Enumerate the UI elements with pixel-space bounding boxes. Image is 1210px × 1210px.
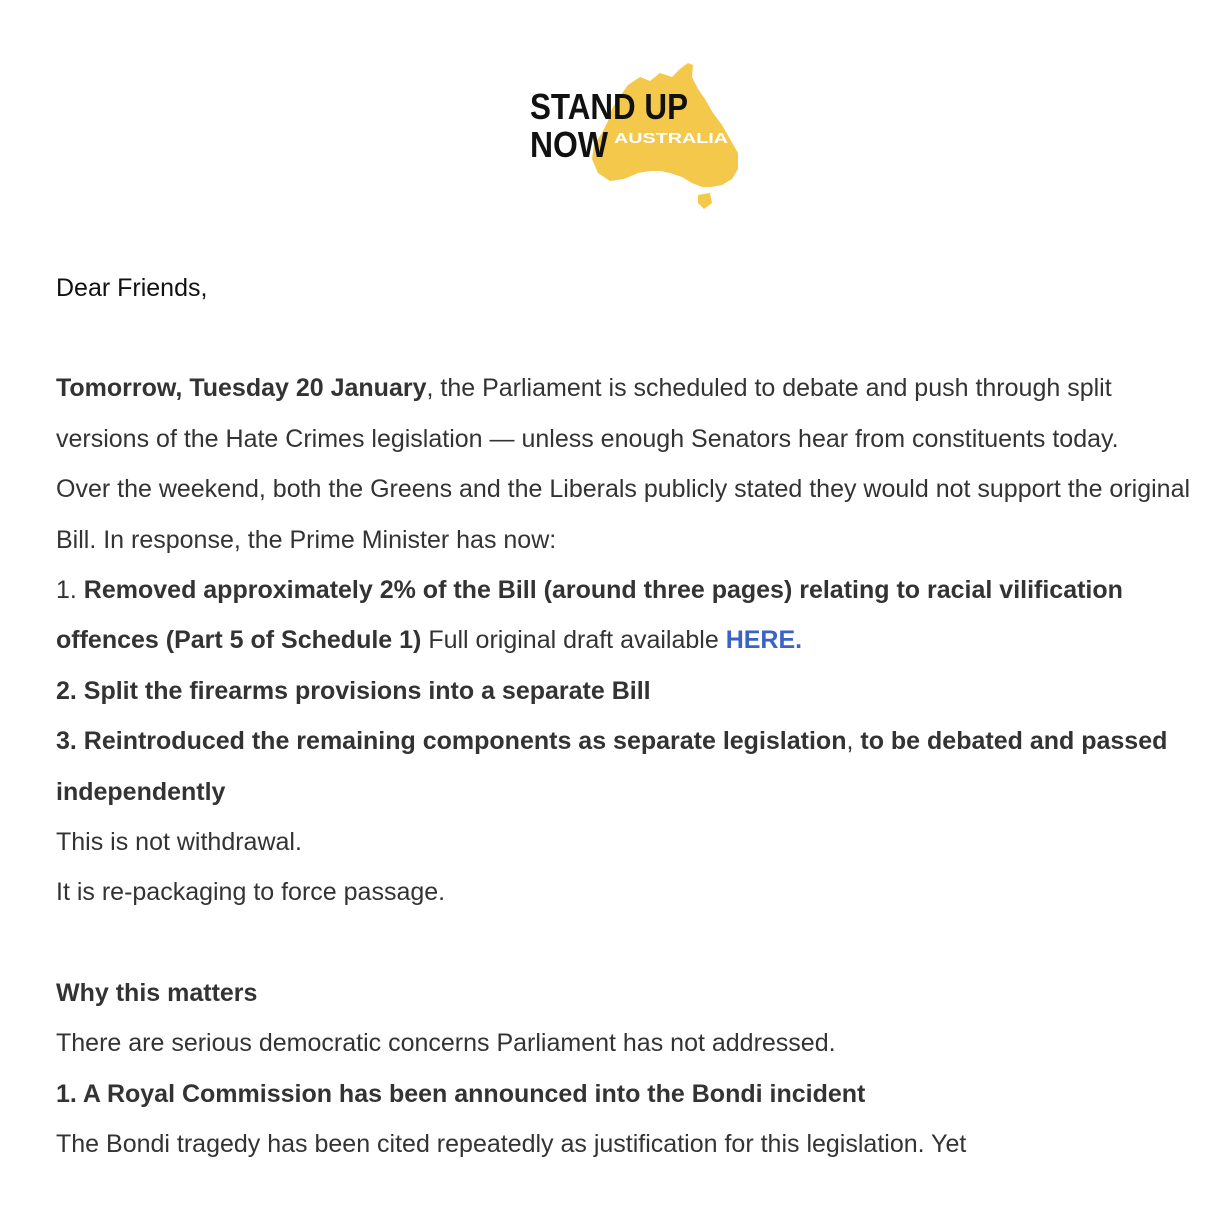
logo-line-2: NOW — [530, 124, 609, 165]
why-heading-text: Why this matters — [56, 978, 258, 1007]
logo-line-1: STAND UP — [530, 86, 688, 127]
why-point-1-text: 1. A Royal Commission has been announced into the Bondi incident — [56, 1079, 866, 1108]
email-body — [56, 263, 1196, 1170]
australia-map-logo-icon — [500, 55, 760, 215]
not-withdrawal-line: This is not withdrawal. — [56, 828, 302, 857]
why-heading — [56, 968, 1196, 1018]
intro-paragraph — [56, 363, 1196, 464]
repackaging-line: It is re-packaging to force passage. — [56, 878, 446, 907]
original-draft-link[interactable]: HERE. — [725, 626, 803, 655]
action-item-3-bold-b: to be debated and passed independently — [56, 727, 1168, 806]
stand-up-now-logo — [500, 55, 760, 215]
action-item-2-bold: 2. Split the firearms provisions into a separate Bill — [56, 676, 651, 705]
why-concern: There are serious democratic concerns Parliament has not addressed. — [56, 1029, 836, 1058]
greeting: Dear Friends, — [56, 274, 208, 302]
tasmania-shape — [698, 193, 712, 209]
action-item-3-bold-a: 3. Reintroduced the remaining components as separate legislation — [56, 727, 847, 756]
action-item-3 — [56, 716, 1196, 817]
why-point-1-body: The Bondi tragedy has been cited repeatedly as justification for this legislation. Yet — [56, 1130, 967, 1159]
action-item-1-number: 1. — [56, 576, 84, 605]
intro-text: , the Parliament is scheduled to debate and push through split versions of the Hate Crimes legislation — unless enough Senators hear from constituents today. — [56, 374, 1119, 453]
action-item-1-bold: Removed approximately 2% of the Bill (around three pages) relating to racial vilification offences (Part 5 of Schedule 1) — [56, 576, 1123, 655]
logo-subtitle: AUSTRALIA — [614, 130, 729, 147]
intro-date: Tomorrow, Tuesday 20 January — [56, 374, 427, 403]
action-item-1-text: Full original draft available — [421, 626, 726, 655]
action-item-2 — [56, 666, 1196, 716]
weekend-paragraph: Over the weekend, both the Greens and the Liberals publicly stated they would not support the original Bill. In response, the Prime Minister has now: — [56, 475, 1191, 554]
action-item-3-comma: , — [846, 727, 854, 756]
action-item-1 — [56, 565, 1196, 666]
why-point-1 — [56, 1069, 1196, 1119]
